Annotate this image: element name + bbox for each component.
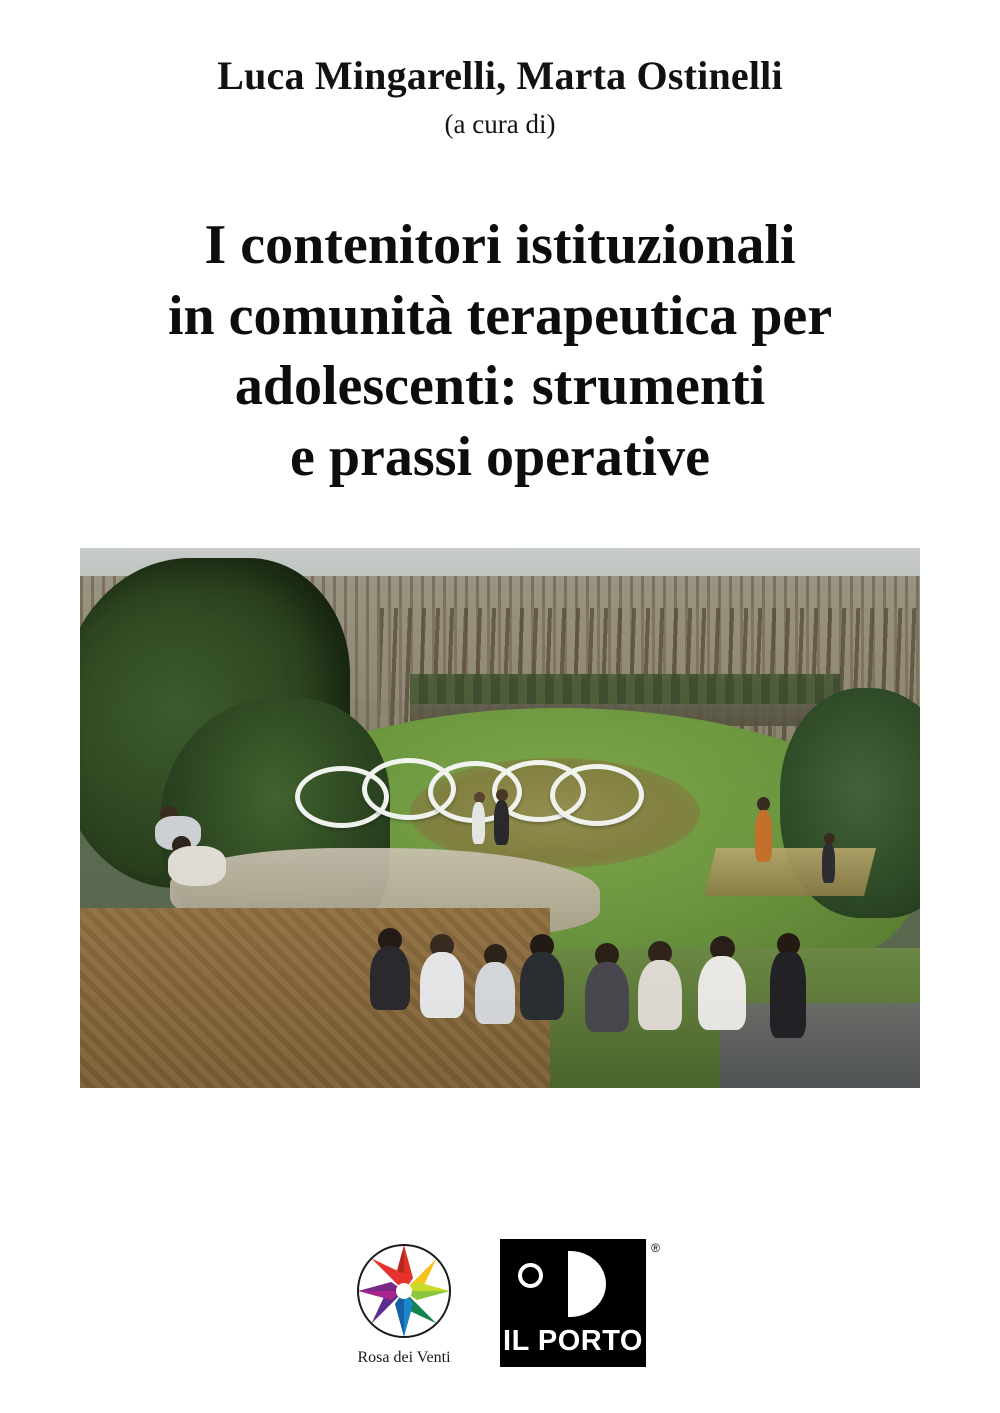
- publisher-logos: [0, 1239, 1000, 1367]
- title-line-1: I contenitori istituzionali: [204, 214, 796, 277]
- authors-line: Luca Mingarelli, Marta Ostinelli: [217, 53, 783, 98]
- compass-star-icon: [354, 1241, 454, 1341]
- page-title: [70, 210, 930, 492]
- title-line-3: adolescenti: strumenti: [234, 355, 766, 418]
- editors-note: (a cura di): [444, 109, 556, 140]
- il-porto-logo: [500, 1239, 660, 1367]
- title-line-4: e prassi operative: [290, 425, 710, 488]
- photo-shading-overlay: [80, 548, 920, 1088]
- cover-photograph: [80, 548, 920, 1088]
- il-porto-label: IL PORTO: [503, 1325, 643, 1357]
- porto-dot-icon: [518, 1263, 543, 1288]
- rosa-dei-venti-logo: [354, 1241, 454, 1367]
- title-line-2: in comunità terapeutica per: [167, 284, 833, 347]
- rosa-dei-venti-label: Rosa dei Venti: [357, 1349, 451, 1366]
- registered-trademark-mark: ®: [651, 1241, 660, 1255]
